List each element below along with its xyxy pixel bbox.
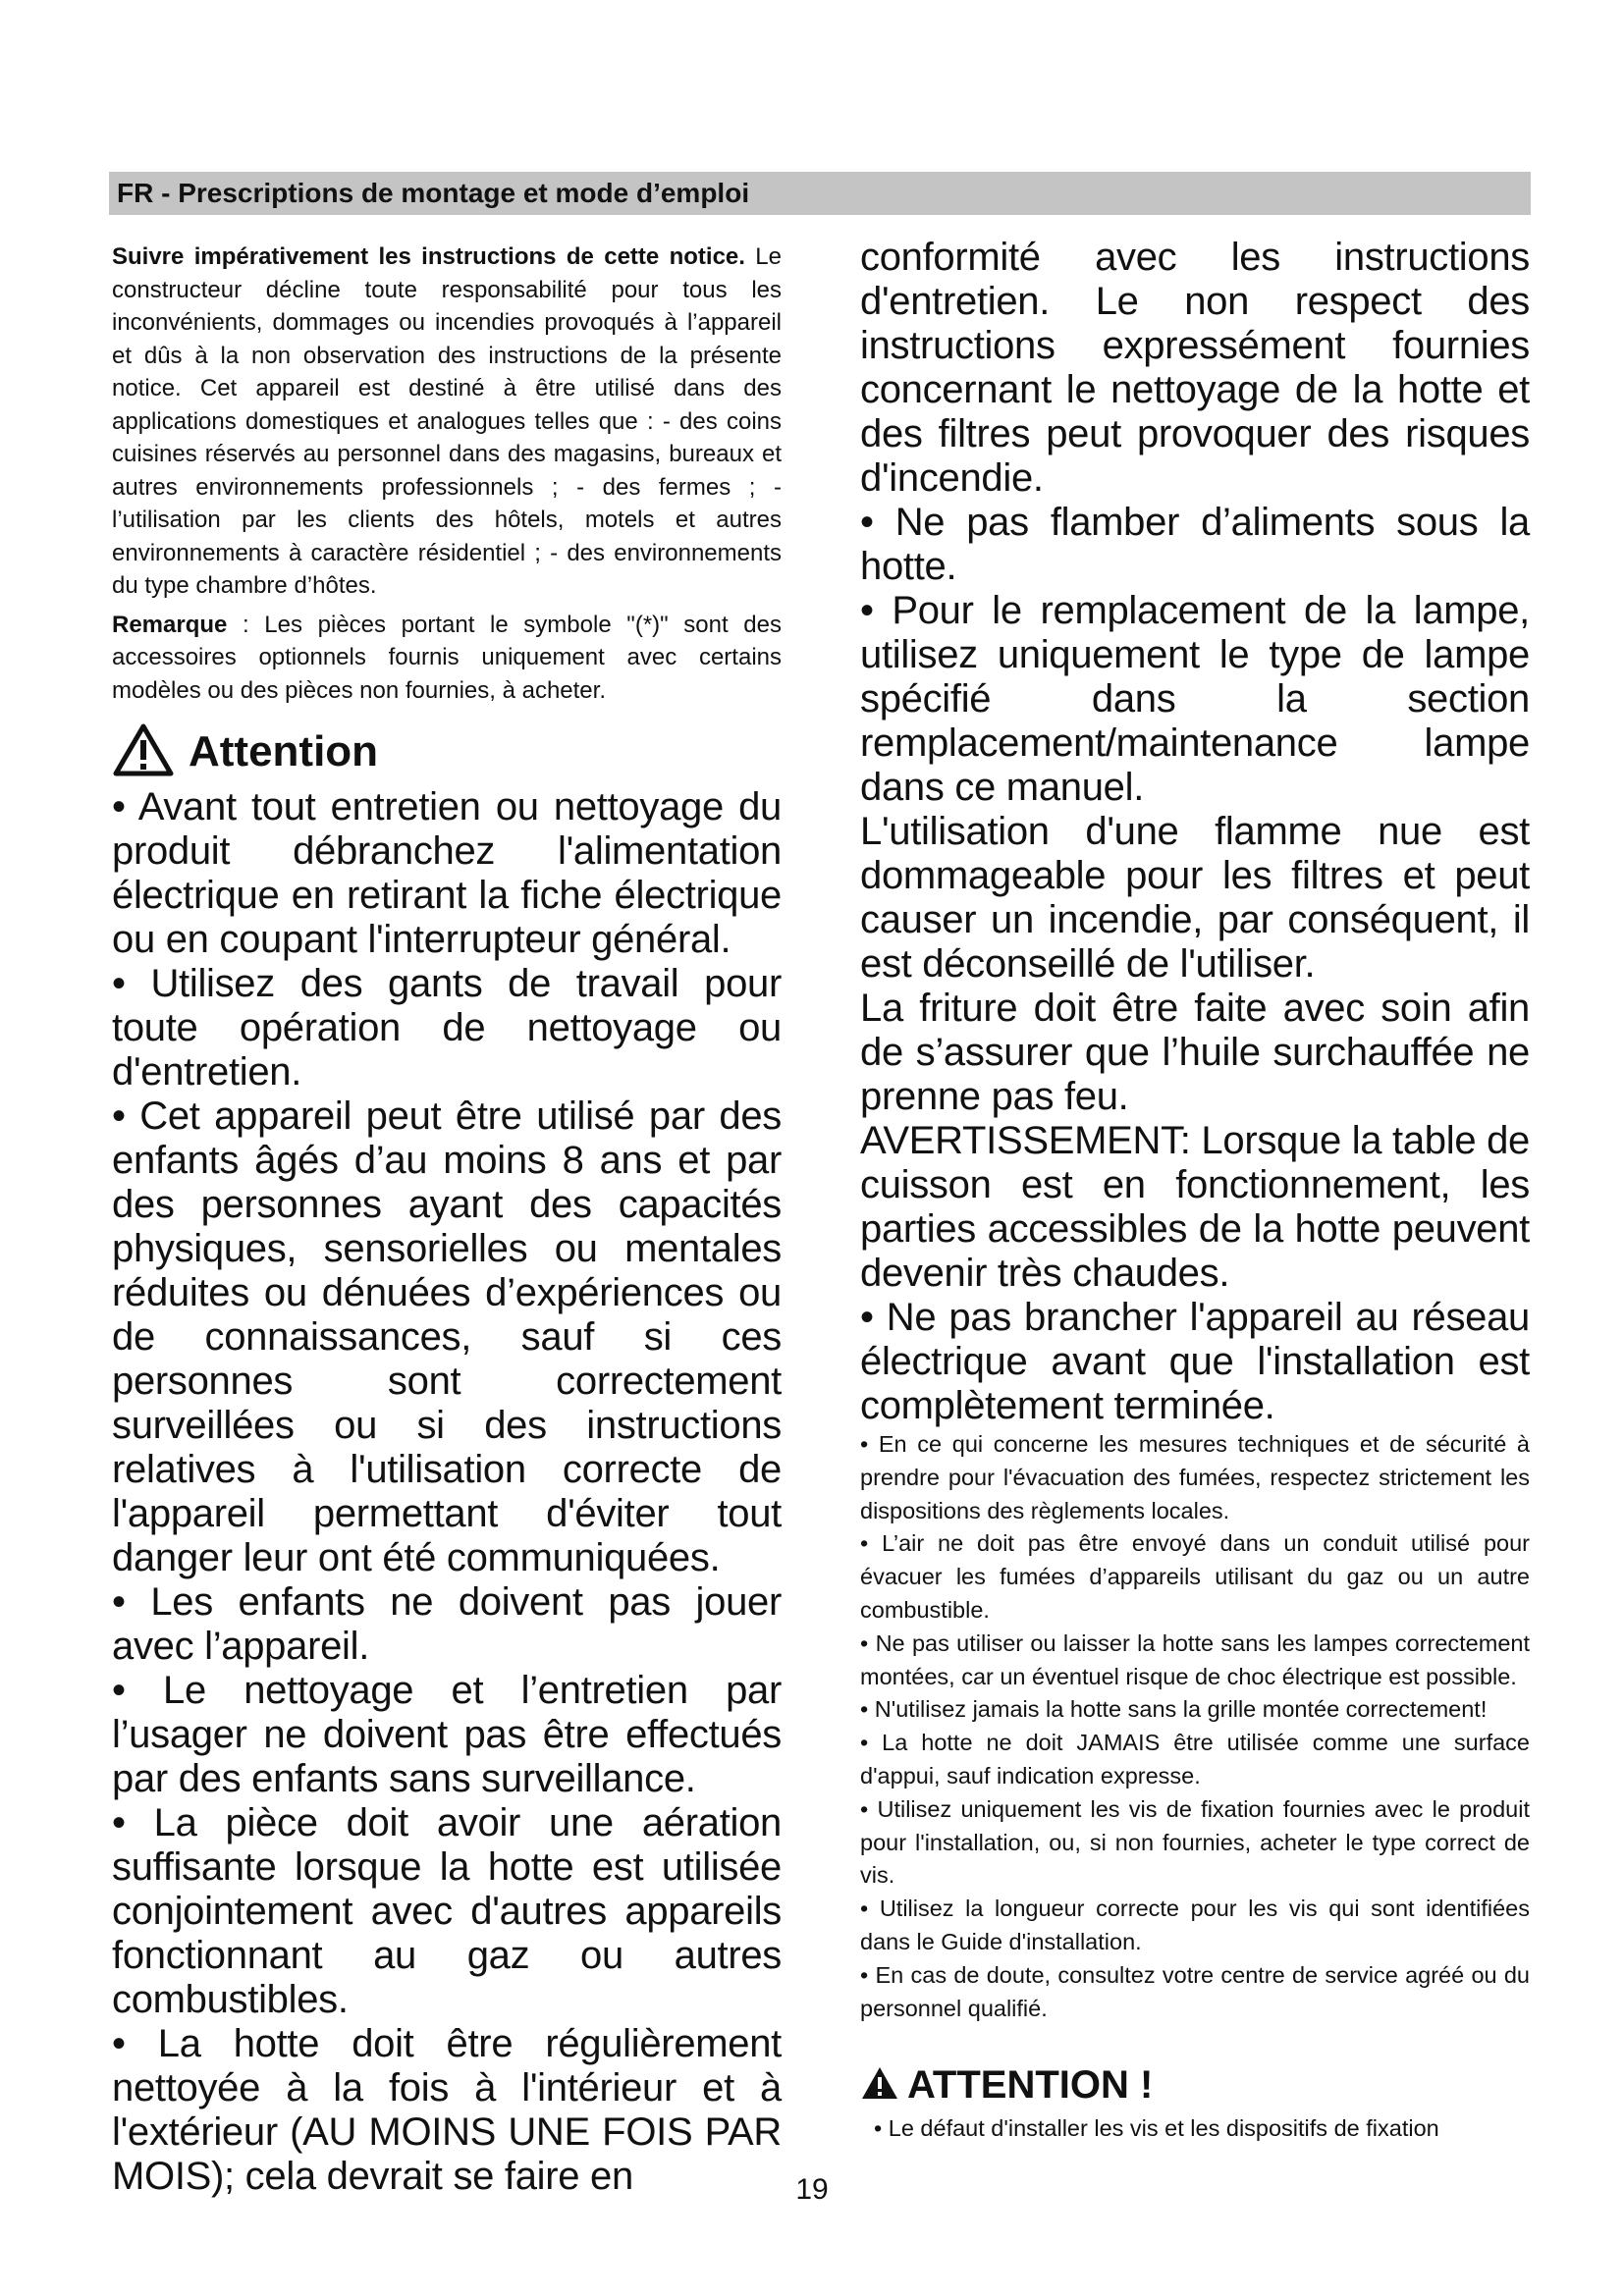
small-paragraph-7: • Utilisez la longueur correcte pour les vis qui sont identifiées dans le Guide d'installation. [860,1896,1530,1954]
warning-triangle-filled-icon [860,2065,899,2106]
intro-bold: Suivre impérativement les instructions de cette notice. [112,243,745,270]
paragraph-1: conformité avec les instructions d'entretien. Le non respect des instructions expressément fournies concernant le nettoyage de la hotte et des filtres peut provoquer des risques d'incendie. [860,236,1530,500]
last-bullet: • Le défaut d'installer les vis et les dispositifs de fixation [874,2115,1439,2142]
remark-bold: Remarque [112,611,228,638]
small-paragraph-1: • En ce qui concerne les mesures techniques et de sécurité à prendre pour l'évacuation des fumées, respectez strictement les dispositions des règlements locales. [860,1431,1530,1523]
left-column [112,240,782,2199]
small-paragraph-8: • En cas de doute, consultez votre centre de service agréé ou du personnel qualifié. [860,1961,1530,2021]
section-header: FR - Prescriptions de montage et mode d’emploi [109,172,1531,215]
warning-triangle-icon [112,722,175,782]
intro-paragraph [112,240,782,603]
bullet-4: • Les enfants ne doivent pas jouer avec l’appareil. [112,1580,782,1668]
bullet-6: • La pièce doit avoir une aération suffisante lorsque la hotte est utilisée conjointement avec d'autres appareils fonctionnant au gaz ou autres combustibles. [112,1801,782,2021]
small-paragraph-4: • N'utilisez jamais la hotte sans la grille montée correctement! [860,1696,1488,1723]
paragraph-6: AVERTISSEMENT: Lorsque la table de cuisson est en fonctionnement, les parties accessibles de la hotte peuvent devenir très chaudes. [860,1119,1530,1295]
bullet-5: • Le nettoyage et l’entretien par l’usager ne doivent pas être effectués par des enfants sans surveillance. [112,1669,782,1800]
page-number: 19 [795,2173,829,2206]
small-paragraph-6: • Utilisez uniquement les vis de fixation fournies avec le produit pour l'installation, ou, si non fournies, acheter le type correct de vis. [860,1795,1530,1889]
paragraph-5: La friture doit être faite avec soin afin de s’assurer que l’huile surchauffée ne prenne pas feu. [860,987,1530,1118]
attention-label: Attention [189,727,379,775]
intro-text: Le constructeur décline toute responsabilité pour tous les inconvénients, dommages ou incendies provoqués à l’appareil et dûs à la non observation des instructions de la présente notice. Cet appareil est destiné à être utilisé dans des applications domestiques et analogues telles que : - des coins cuisines réservés au personnel dans des magasins, bureaux et autres environnements professionnels ; - des fermes ; - l’utilisation par les clients des hôtels, motels et autres environnements à caractère résidentiel ; - des environnements du type chambre d’hôtes. [112,243,782,599]
right-column [860,236,1530,2145]
small-paragraph-3: • Ne pas utiliser ou laisser la hotte sans les lampes correctement montées, car un éventuel risque de choc électrique est possible. [860,1629,1530,1689]
bullet-3: • Cet appareil peut être utilisé par des enfants âgés d’au moins 8 ans et par des personnes ayant des capacités physiques, sensorielles ou mentales réduites ou dénuées d’expériences ou de connaissances, sauf si ces personnes sont correctement surveillées ou si des instructions relatives à l'utilisation correcte de l'appareil permettant d'éviter tout danger leur ont été communiquées. [112,1095,782,1579]
attention-heading [112,721,782,783]
attention2-label: ATTENTION ! [907,2062,1154,2107]
bullet-7: • La hotte doit être régulièrement nettoyée à la fois à l'intérieur et à l'extérieur (AU MOINS UNE FOIS PAR MOIS); cela devrait se faire en [112,2022,782,2198]
remark-text: : Les pièces portant le symbole "(*)" sont des accessoires optionnels fournis uniquement avec certains modèles ou des pièces non fournies, à acheter. [112,611,782,704]
bullet-2: • Utilisez des gants de travail pour toute opération de nettoyage ou d'entretien. [112,962,782,1094]
attention2-heading [860,2062,1530,2108]
bullet-1: • Avant tout entretien ou nettoyage du produit débranchez l'alimentation électrique en retirant la fiche électrique ou en coupant l'interrupteur général. [112,785,782,961]
paragraph-7: • Ne pas brancher l'appareil au réseau électrique avant que l'installation est complètement terminée. [860,1296,1530,1427]
remark-paragraph [112,609,782,708]
paragraph-2: • Ne pas flamber d’aliments sous la hotte. [860,501,1530,588]
small-paragraph-2: • L’air ne doit pas être envoyé dans un conduit utilisé pour évacuer les fumées d’appareils utilisant du gaz ou un autre combustible. [860,1530,1530,1623]
paragraph-4: L'utilisation d'une flamme nue est dommageable pour les filtres et peut causer un incendie, par conséquent, il est déconseillé de l'utiliser. [860,810,1530,986]
paragraph-3: • Pour le remplacement de la lampe, utilisez uniquement le type de lampe spécifié dans la section remplacement/maintenance lampe dans ce manuel. [860,589,1530,809]
small-paragraph-5: • La hotte ne doit JAMAIS être utilisée comme une surface d'appui, sauf indication expresse. [860,1730,1530,1789]
